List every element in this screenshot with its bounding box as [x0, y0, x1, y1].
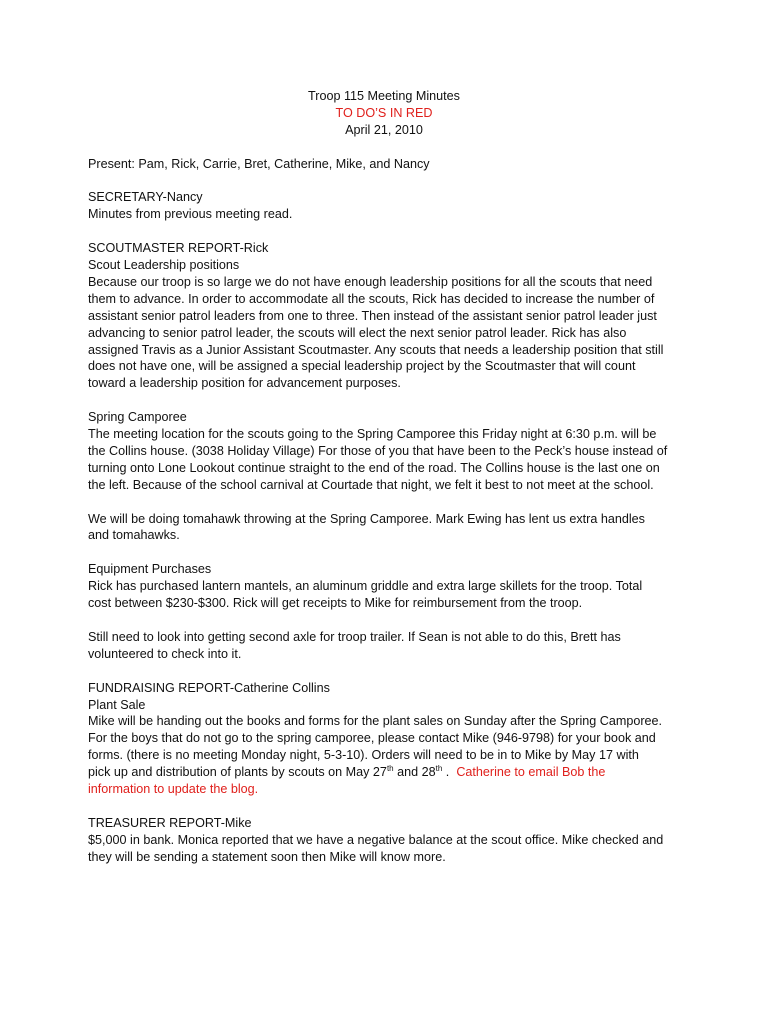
camporee-subheading: Spring Camporee — [88, 410, 187, 425]
text-line: For the boys that do not go to the spring camporee, please contact Mike (946-9798) for your book and — [88, 731, 656, 746]
text-segment: and 28 — [393, 765, 436, 780]
text-line: assistant senior patrol leaders from one to three. Then instead of the assistant senior patrol leader just — [88, 308, 657, 323]
leadership-paragraph — [88, 274, 688, 392]
text-line: forms. (there is no meeting Monday night, 5-3-10). Orders will need to be in to Mike by May 17 with — [88, 748, 639, 763]
text-line: Rick has purchased lantern mantels, an aluminum griddle and extra large skillets for the troop. Total — [88, 579, 643, 594]
text-line: them to advance. In order to accommodate all the scouts, Rick has decided to increase the number of — [88, 291, 655, 306]
text-line: Still need to look into getting second axle for troop trailer. If Sean is not able to do this, Brett has — [88, 629, 621, 644]
scoutmaster-heading: SCOUTMASTER REPORT-Rick — [88, 241, 269, 256]
text-line: volunteered to check into it. — [88, 646, 242, 661]
text-line: $5,000 in bank. Monica reported that we have a negative balance at the scout office. Mike checked and — [88, 832, 664, 847]
ordinal-suffix: th — [386, 763, 394, 773]
text-line: cost between $230-$300. Rick will get receipts to Mike for reimbursement from the troop. — [88, 596, 583, 611]
equipment-paragraph — [88, 578, 688, 612]
todo-note: TO DO’S IN RED — [335, 105, 433, 120]
text-line: the Collins house. (3038 Holiday Village) For those of you that have been to the Peck’s house instead of — [88, 443, 668, 458]
camporee-paragraph — [88, 426, 688, 494]
text-line: We will be doing tomahawk throwing at the Spring Camporee. Mark Ewing has lent us extra handles — [88, 511, 645, 526]
meeting-date: April 21, 2010 — [345, 122, 423, 137]
text-segment: pick up and distribution of plants by scouts on May 27 — [88, 765, 387, 780]
text-line: turning onto Lone Lookout continue straight to the end of the road. The Collins house is the last one on — [88, 460, 660, 475]
document-title: Troop 115 Meeting Minutes — [308, 89, 460, 103]
secretary-heading: SECRETARY-Nancy — [88, 190, 203, 205]
text-line: and tomahawks. — [88, 528, 180, 543]
text-line: advancing to senior patrol leader, the scouts will elect the next senior patrol leader. Rick has also — [88, 325, 627, 340]
text-line: assigned Travis as a Junior Assistant Scoutmaster. Any scouts that needs a leadership position that still — [88, 342, 664, 357]
attendees: Present: Pam, Rick, Carrie, Bret, Catherine, Mike, and Nancy — [88, 156, 430, 171]
text-line: they will be sending a statement soon then Mike will know more. — [88, 849, 446, 864]
equipment-subheading: Equipment Purchases — [88, 562, 212, 577]
trailer-axle-paragraph — [88, 629, 688, 663]
text-line — [88, 764, 688, 781]
text-line: Because our troop is so large we do not have enough leadership positions for all the scouts that need — [88, 274, 653, 289]
plant-sale-paragraph — [88, 713, 688, 798]
leadership-subheading: Scout Leadership positions — [88, 258, 240, 273]
text-line: does not have one, will be assigned a special leadership project by the Scoutmaster that will count — [88, 359, 636, 374]
ordinal-suffix: th — [435, 763, 443, 773]
text-line: Mike will be handing out the books and forms for the plant sales on Sunday after the Spring Camporee. — [88, 714, 663, 729]
text-line: The meeting location for the scouts going to the Spring Camporee this Friday night at 6:30 p.m. will be — [88, 427, 657, 442]
todo-item: information to update the blog. — [88, 782, 259, 797]
tomahawk-paragraph — [88, 511, 688, 545]
treasurer-paragraph — [88, 832, 688, 866]
text-line: toward a leadership position for advancement purposes. — [88, 376, 401, 391]
document-header — [80, 88, 688, 139]
secretary-text: Minutes from previous meeting read. — [88, 207, 293, 222]
text-line: the left. Because of the school carnival at Courtade that night, we felt it best to not meet at the school. — [88, 477, 654, 492]
todo-item: Catherine to email Bob the — [456, 765, 606, 780]
treasurer-heading: TREASURER REPORT-Mike — [88, 815, 252, 830]
text-segment: . — [442, 765, 457, 780]
fundraising-heading: FUNDRAISING REPORT-Catherine Collins — [88, 680, 330, 695]
plant-sale-subheading: Plant Sale — [88, 697, 146, 712]
